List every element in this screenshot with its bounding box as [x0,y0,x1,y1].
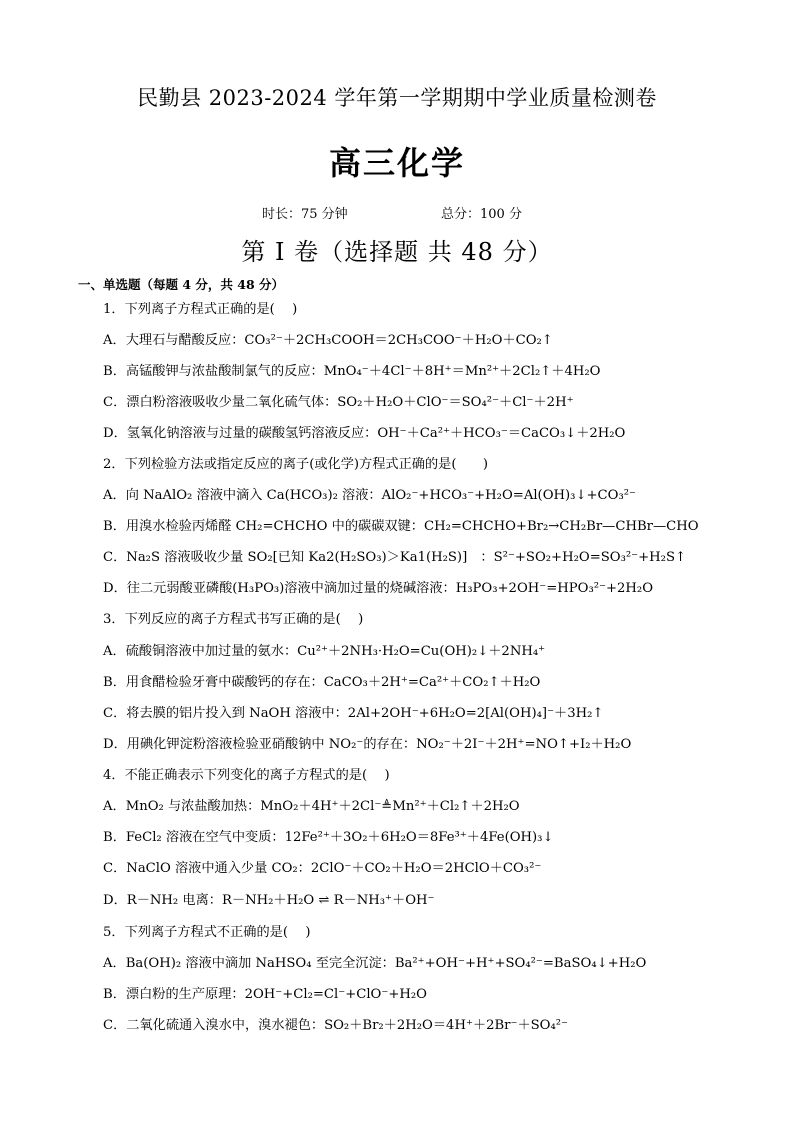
question-3-option-c: C．将去膜的铝片投入到 NaOH 溶液中：2Al+2OH⁻+6H₂O=2[Al(OH)₄]⁻＋3H₂↑ [103,706,604,721]
question-1-option-b: B．高锰酸钾与浓盐酸制氯气的反应：MnO₄⁻＋4Cl⁻＋8H⁺＝Mn²⁺＋2Cl₂↑＋4H₂O [103,364,601,379]
question-4-option-a: A．MnO₂ 与浓盐酸加热：MnO₂＋4H⁺＋2Cl⁻≜Mn²⁺＋Cl₂↑＋2H₂O [103,799,520,814]
question-2-option-a: A．向 NaAlO₂ 溶液中滴入 Ca(HCO₃)₂ 溶液：AlO₂⁻+HCO₃⁻+H₂O=Al(OH)₃↓+CO₃²⁻ [103,488,636,503]
question-2-option-b: B．用溴水检验丙烯醛 CH₂=CHCHO 中的碳碳双键：CH₂=CHCHO+Br₂→CH₂Br—CHBr—CHO [103,519,699,534]
exam-duration: 时长：75 分钟 [262,207,348,222]
question-5: 5．下列离子方程式不正确的是( ) [103,925,311,940]
question-5-option-b: B．漂白粉的生产原理：2OH⁻+Cl₂=Cl⁻+ClO⁻+H₂O [103,987,427,1002]
section-header: 一、单选题（每题 4 分，共 48 分） [78,277,285,292]
question-1-option-a: A．大理石与醋酸反应：CO₃²⁻＋2CH₃COOH＝2CH₃COO⁻＋H₂O＋CO₂↑ [103,333,553,348]
question-5-option-a: A．Ba(OH)₂ 溶液中滴加 NaHSO₄ 至完全沉淀：Ba²⁺+OH⁻+H⁺+SO₄²⁻=BaSO₄↓+H₂O [103,956,647,971]
exam-title: 民勤县 2023-2024 学年第一学期期中学业质量检测卷 [137,86,657,110]
question-3-option-b: B．用食醋检验牙膏中碳酸钙的存在：CaCO₃＋2H⁺=Ca²⁺＋CO₂↑＋H₂O [103,675,541,690]
question-4-option-d: D．R－NH₂ 电离：R－NH₂＋H₂O ⇌ R－NH₃⁺＋OH⁻ [103,893,435,908]
question-1: 1．下列离子方程式正确的是( ) [103,302,298,317]
question-2-option-d: D．往二元弱酸亚磷酸(H₃PO₃)溶液中滴加过量的烧碱溶液：H₃PO₃+2OH⁻=HPO₃²⁻+2H₂O [103,581,654,596]
question-4-option-b: B．FeCl₂ 溶液在空气中变质：12Fe²⁺＋3O₂＋6H₂O＝8Fe³⁺＋4Fe(OH)₃↓ [103,830,554,845]
question-3-option-a: A．硫酸铜溶液中加过量的氨水：Cu²⁺＋2NH₃·H₂O=Cu(OH)₂↓＋2NH₄⁺ [103,644,546,659]
exam-subject: 高三化学 [328,144,465,182]
question-2-option-c: C．Na₂S 溶液吸收少量 SO₂[已知 Ka2(H₂SO₃)＞Ka1(H₂S)] ：S²⁻+SO₂+H₂O=SO₃²⁻+H₂S↑ [103,550,687,565]
question-1-option-d: D．氢氧化钠溶液与过量的碳酸氢钙溶液反应：OH⁻＋Ca²⁺＋HCO₃⁻＝CaCO₃↓＋2H₂O [103,426,626,441]
question-4: 4．不能正确表示下列变化的离子方程式的是( ) [103,768,390,783]
exam-total-score: 总分：100 分 [441,207,522,222]
question-1-option-c: C．漂白粉溶液吸收少量二氧化硫气体：SO₂＋H₂O＋ClO⁻＝SO₄²⁻＋Cl⁻＋2H⁺ [103,395,574,410]
section-title: 第 I 卷（选择题 共 48 分） [241,238,553,266]
question-5-option-c: C．二氧化硫通入溴水中，溴水褪色：SO₂＋Br₂＋2H₂O＝4H⁺＋2Br⁻＋SO₄²⁻ [103,1018,569,1033]
question-2: 2．下列检验方法或指定反应的离子(或化学)方程式正确的是( ) [103,457,489,472]
question-3-option-d: D．用碘化钾淀粉溶液检验亚硝酸钠中 NO₂⁻的存在：NO₂⁻＋2I⁻＋2H⁺=NO↑+I₂＋H₂O [103,737,632,752]
question-3: 3．下列反应的离子方程式书写正确的是( ) [103,612,364,627]
question-4-option-c: C．NaClO 溶液中通入少量 CO₂：2ClO⁻＋CO₂＋H₂O＝2HClO＋CO₃²⁻ [103,861,542,876]
